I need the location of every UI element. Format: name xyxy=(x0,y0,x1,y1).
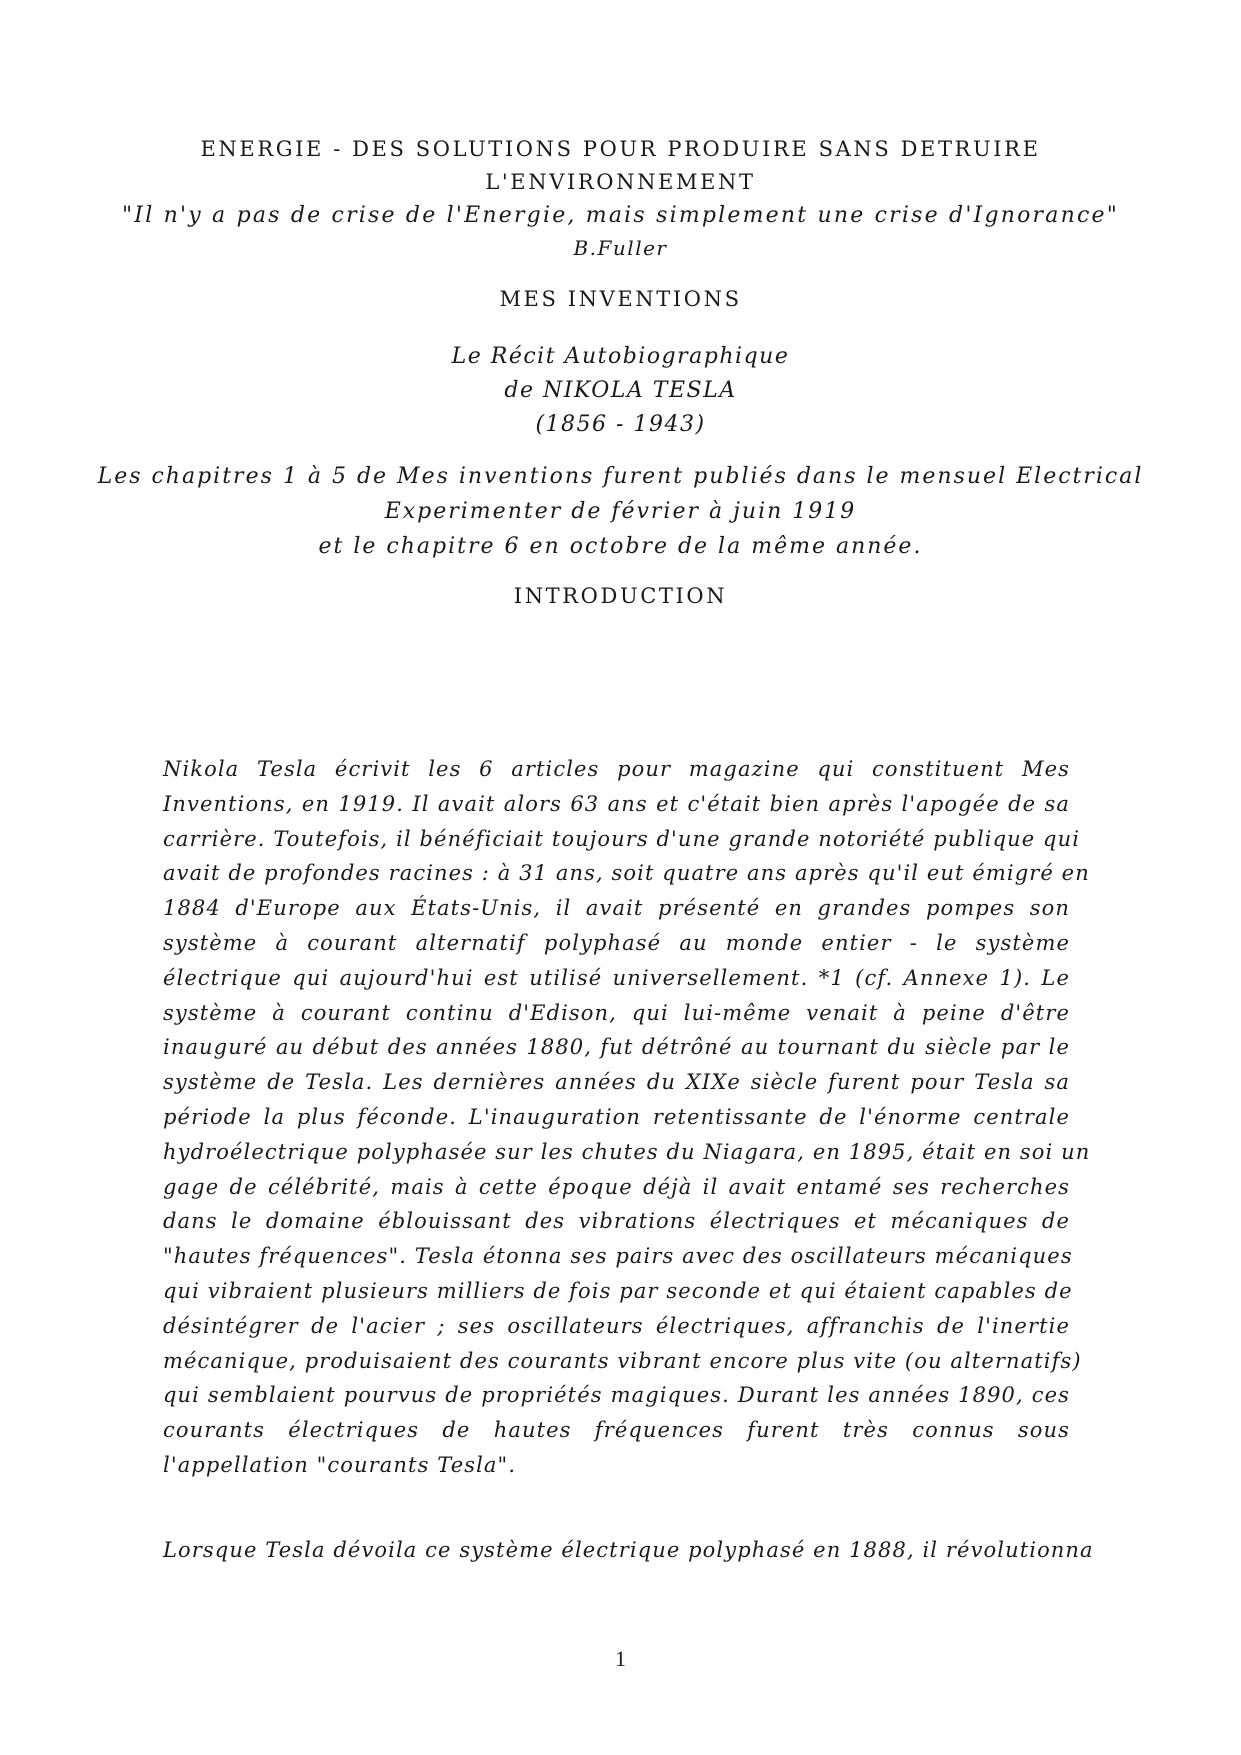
paragraph-line: carrière. Toutefois, il bénéficiait toujours d'une grande notoriété publique qui xyxy=(163,826,1081,851)
paragraph-line: qui semblaient pourvus de propriétés magiques. Durant les années 1890, ces xyxy=(163,1383,1070,1408)
paragraph-line: avait de profondes racines : à 31 ans, soit quatre ans après qu'il eut émigré en xyxy=(163,861,1090,886)
publication-note-line-2: Experimenter de février à juin 1919 xyxy=(384,499,857,524)
introduction-paragraph-2 xyxy=(163,1533,1094,1568)
book-title: MES INVENTIONS xyxy=(499,287,742,311)
paragraph-line: courants électriques de hautes fréquences furent très connus sous xyxy=(163,1418,1070,1443)
book-subtitle-block xyxy=(0,340,1241,442)
paragraph-line: système à courant alternatif polyphasé au monde entier - le système xyxy=(163,930,1070,955)
introduction-paragraph-1 xyxy=(163,752,1091,1483)
paragraph-line: "hautes fréquences". Tesla étonna ses pairs avec des oscillateurs mécaniques xyxy=(163,1244,1073,1269)
page-number: 1 xyxy=(615,1646,626,1671)
subtitle-line-2: de NIKOLA TESLA xyxy=(504,378,737,403)
paragraph-line: inauguré au début des années 1880, fut détrôné au tournant du siècle par le xyxy=(163,1035,1070,1060)
section-heading-block xyxy=(0,580,1241,613)
paragraph-line: gage de célébrité, mais à cette époque déjà il avait entamé ses recherches xyxy=(163,1174,1070,1199)
paragraph-line: système à courant continu d'Edison, qui lui-même venait à peine d'être xyxy=(163,1000,1070,1025)
subtitle-line-3: (1856 - 1943) xyxy=(535,412,706,437)
paragraph-line: hydroélectrique polyphasée sur les chutes du Niagara, en 1895, était en soi un xyxy=(163,1139,1091,1164)
paragraph-line: période la plus féconde. L'inauguration retentissante de l'énorme centrale xyxy=(163,1104,1070,1129)
paragraph-line: système de Tesla. Les dernières années du XIXe siècle furent pour Tesla sa xyxy=(163,1070,1070,1095)
paragraph-line: électrique qui aujourd'hui est utilisé universellement. *1 (cf. Annexe 1). Le xyxy=(163,965,1070,990)
quote-author: B.Fuller xyxy=(573,236,668,260)
paragraph-line: qui vibraient plusieurs milliers de fois par seconde et qui étaient capables de xyxy=(163,1278,1073,1303)
title-line-1: ENERGIE - DES SOLUTIONS POUR PRODUIRE SANS DETRUIRE xyxy=(200,137,1041,161)
publication-note-line-1: Les chapitres 1 à 5 de Mes inventions furent publiés dans le mensuel Electrical xyxy=(97,464,1144,489)
paragraph-line: Nikola Tesla écrivit les 6 articles pour magazine qui constituent Mes xyxy=(163,757,1070,781)
book-title-block xyxy=(0,283,1241,316)
paragraph-line: désintégrer de l'acier ; ses oscillateurs électriques, affranchis de l'inertie xyxy=(163,1313,1070,1338)
paragraph-line: 1884 d'Europe aux États-Unis, il avait présenté en grandes pompes son xyxy=(163,896,1070,921)
paragraph-line: Inventions, en 1919. Il avait alors 63 ans et c'était bien après l'apogée de sa xyxy=(163,791,1070,816)
paragraph-line: mécanique, produisaient des courants vibrant encore plus vite (ou alternatifs) xyxy=(163,1348,1082,1373)
title-line-2: L'ENVIRONNEMENT xyxy=(485,170,756,194)
paragraph-line: Lorsque Tesla dévoila ce système électrique polyphasé en 1888, il révolutionna xyxy=(163,1538,1094,1562)
publication-note-line-3: et le chapitre 6 en octobre de la même année. xyxy=(318,534,923,559)
fuller-quote: "Il n'y a pas de crise de l'Energie, mais simplement une crise d'Ignorance" xyxy=(121,203,1120,228)
document-header xyxy=(0,133,1241,263)
section-heading: INTRODUCTION xyxy=(513,584,728,608)
paragraph-line: l'appellation "courants Tesla". xyxy=(163,1452,517,1477)
subtitle-line-1: Le Récit Autobiographique xyxy=(451,344,790,369)
publication-note xyxy=(0,459,1241,564)
paragraph-line: dans le domaine éblouissant des vibrations électriques et mécaniques de xyxy=(163,1209,1070,1234)
